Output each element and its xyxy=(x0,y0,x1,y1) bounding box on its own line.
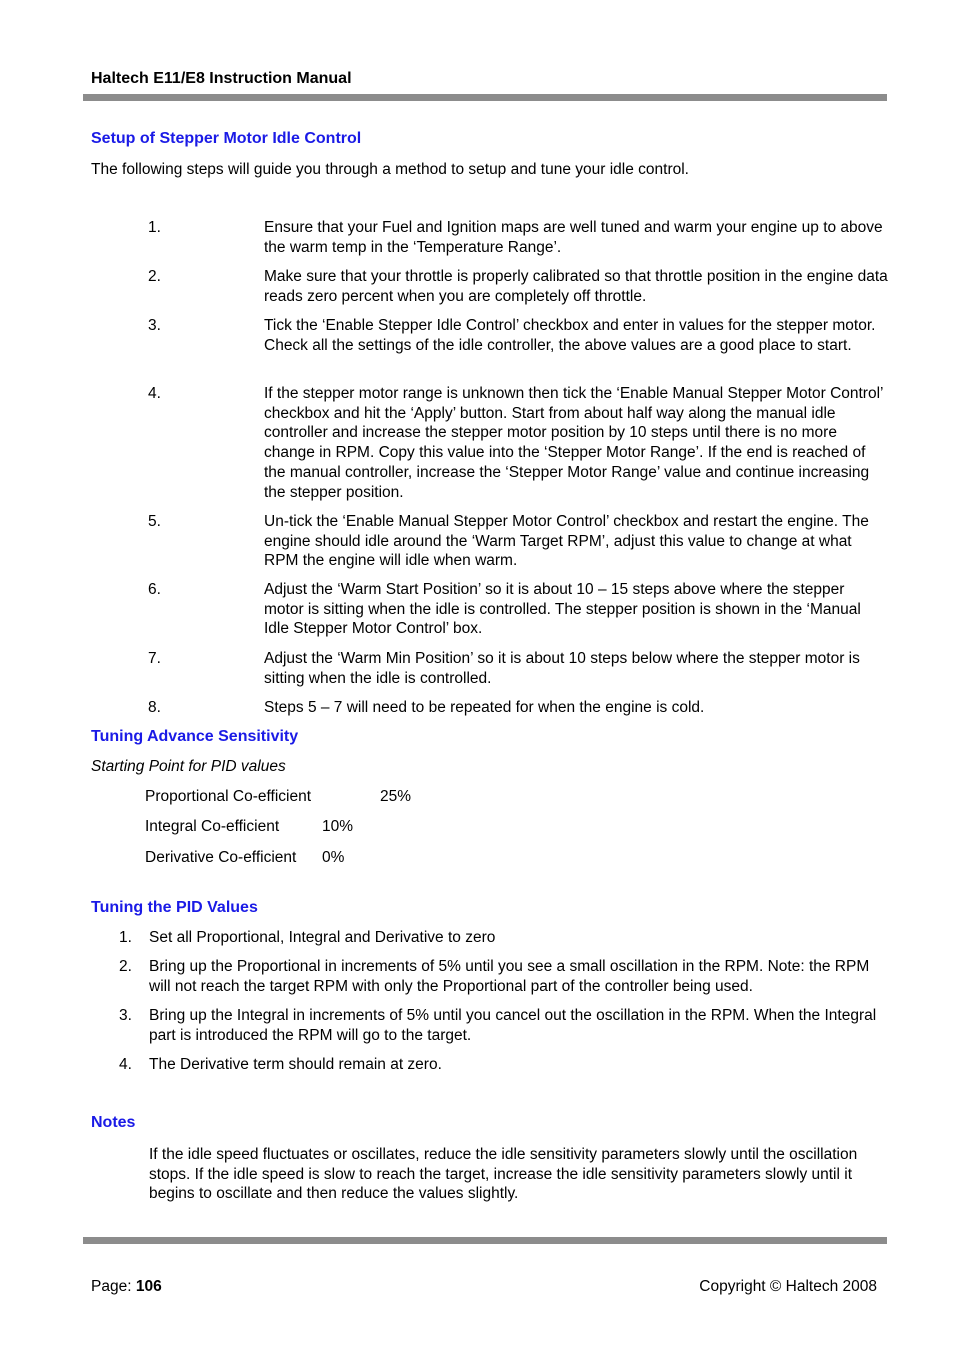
footer-rule xyxy=(83,1237,887,1244)
copyright: Copyright © Haltech 2008 xyxy=(699,1278,877,1295)
list-number: 2. xyxy=(119,958,132,975)
step-number: 5. xyxy=(148,513,161,530)
page-number-value: 106 xyxy=(135,1278,162,1295)
pid-label: Derivative Co-efficient xyxy=(145,849,297,866)
list-number: 4. xyxy=(119,1056,132,1073)
step-text: Steps 5 – 7 will need to be repeated for when the engine is cold. xyxy=(264,699,705,716)
step-number: 1. xyxy=(148,219,161,236)
step-number: 4. xyxy=(148,385,161,402)
section-heading-pid: Tuning the PID Values xyxy=(91,899,258,916)
list-number: 3. xyxy=(119,1007,132,1024)
pid-value: 10% xyxy=(322,818,354,835)
section-heading-notes: Notes xyxy=(91,1114,136,1131)
section-heading-setup: Setup of Stepper Motor Idle Control xyxy=(91,130,362,147)
step-text: Adjust the ‘Warm Min Position’ so it is about 10 steps below where the stepper motor is sitting when the idle is controlled. xyxy=(264,650,860,687)
list-item: Set all Proportional, Integral and Derivative to zero xyxy=(149,929,496,946)
page-number xyxy=(91,1278,162,1296)
step-text: Un-tick the ‘Enable Manual Stepper Motor Control’ checkbox and restart the engine. The engine should idle around the ‘Warm Target RPM’, adjust this value to change at what RPM the engine will idle when warm. xyxy=(264,513,869,570)
list-item: Bring up the Proportional in increments of 5% until you see a small oscillation in the RPM. Note: the RPM will not reach the target RPM with only the Proportional part of the controller being used. xyxy=(149,958,870,995)
setup-intro: The following steps will guide you through a method to setup and tune your idle control. xyxy=(91,161,689,178)
step-number: 3. xyxy=(148,317,161,334)
step-text: Adjust the ‘Warm Start Position’ so it is about 10 – 15 steps above where the stepper motor is sitting when the idle is controlled. The stepper position is shown in the ‘Manual Idle Stepper Motor Control’ box. xyxy=(264,581,861,638)
list-item: The Derivative term should remain at zero. xyxy=(149,1056,442,1073)
list-item: Bring up the Integral in increments of 5% until you cancel out the oscillation in the RPM. When the Integral part is introduced the RPM will go to the target. xyxy=(149,1007,877,1044)
step-number: 2. xyxy=(148,268,161,285)
section-heading-advance: Tuning Advance Sensitivity xyxy=(91,728,299,745)
pid-label: Proportional Co-efficient xyxy=(145,788,311,805)
document-title: Haltech E11/E8 Instruction Manual xyxy=(91,70,352,87)
step-number: 7. xyxy=(148,650,161,667)
step-text: Make sure that your throttle is properly calibrated so that throttle position in the engine data reads zero percent when you are completely off throttle. xyxy=(264,268,888,305)
list-number: 1. xyxy=(119,929,132,946)
step-text: Tick the ‘Enable Stepper Idle Control’ checkbox and enter in values for the stepper motor. Check all the settings of the idle controller, the above values are a good place to start. xyxy=(264,317,876,354)
pid-value: 25% xyxy=(380,788,412,805)
page-label: Page: xyxy=(91,1278,132,1295)
step-number: 8. xyxy=(148,699,161,716)
pid-subheading: Starting Point for PID values xyxy=(91,758,286,775)
pid-label: Integral Co-efficient xyxy=(145,818,280,835)
notes-text: If the idle speed fluctuates or oscillates, reduce the idle sensitivity parameters slowly until the oscillation stops. If the idle speed is slow to reach the target, increase the idle sensitivity parameters slowly until it begins to oscillate and then reduce the values slightly. xyxy=(149,1146,858,1203)
step-text: If the stepper motor range is unknown then tick the ‘Enable Manual Stepper Motor Control’ checkbox and hit the ‘Apply’ button. Start from about half way along the manual idle controller and increase the stepper motor position by 10 steps until there is no more change in RPM. Copy this value into the ‘Stepper Motor Range’. If the end is reached of the manual controller, increase the ‘Stepper Motor Range’ value and continue increasing the stepper position. xyxy=(264,385,883,501)
pid-value: 0% xyxy=(322,849,345,866)
step-text: Ensure that your Fuel and Ignition maps are well tuned and warm your engine up to above the warm temp in the ‘Temperature Range’. xyxy=(264,219,883,256)
header-rule xyxy=(83,94,887,101)
step-number: 6. xyxy=(148,581,161,598)
